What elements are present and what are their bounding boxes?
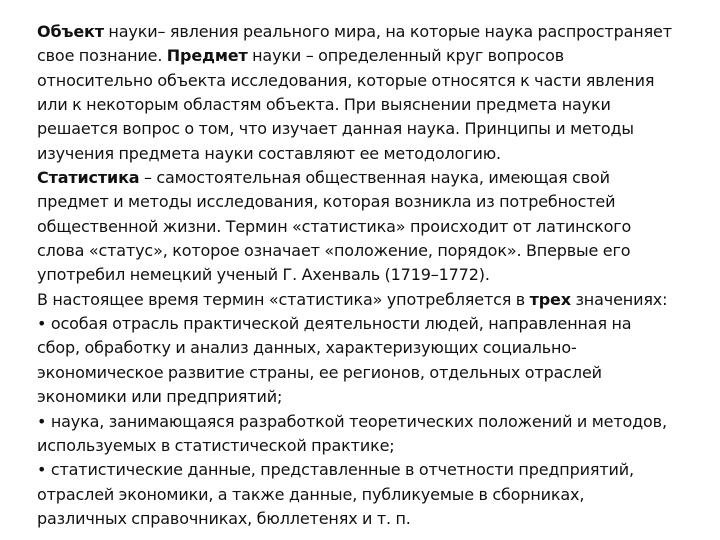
text-line: отраслей экономики, а также данные, публикуемые в сборниках, bbox=[37, 484, 585, 504]
term-three: трех bbox=[529, 289, 571, 309]
text-line bbox=[37, 166, 697, 190]
text-line: используемых в статистической практике; bbox=[37, 435, 395, 455]
text-span: значениях: bbox=[570, 289, 668, 309]
bullet-line: • особая отрасль практической деятельности людей, направленная на bbox=[37, 314, 632, 334]
bullet-line: • наука, занимающаяся разработкой теоретических положений и методов, bbox=[37, 411, 667, 431]
term-object: Объект bbox=[37, 22, 104, 41]
body-text bbox=[37, 20, 697, 531]
text-line: употребил немецкий ученый Г. Ахенваль (1719–1772). bbox=[37, 265, 490, 285]
text-line bbox=[37, 20, 697, 44]
text-line: сбор, обработку и анализ данных, характеризующих социально- bbox=[37, 338, 577, 358]
text-line: различных справочниках, бюллетенях и т. п. bbox=[37, 508, 411, 528]
term-subject: Предмет bbox=[166, 46, 248, 66]
bullet-line: • статистические данные, представленные в отчетности предприятий, bbox=[37, 460, 634, 480]
text-line: слова «статус», которое означает «положение, порядок». Впервые его bbox=[37, 241, 631, 261]
text-span: свое познание. bbox=[37, 46, 167, 66]
text-line: или к некоторым областям объекта. При выяснении предмета науки bbox=[37, 95, 611, 115]
text-line: предмет и методы исследования, которая возникла из потребностей bbox=[37, 192, 616, 212]
text-line: решается вопрос о том, что изучает данная наука. Принципы и методы bbox=[37, 119, 634, 139]
text-line: экономики или предприятий; bbox=[37, 387, 283, 407]
text-span: науки– явления реального мира, на которые наука распространяет bbox=[103, 22, 672, 41]
text-line: относительно объекта исследования, которые относятся к части явления bbox=[37, 70, 655, 90]
text-line: общественной жизни. Термин «статистика» происходит от латинского bbox=[37, 216, 632, 236]
text-line bbox=[37, 44, 697, 68]
text-line bbox=[37, 288, 697, 312]
text-span: В настоящее время термин «статистика» употребляется в bbox=[37, 289, 530, 309]
text-span: – самостоятельная общественная наука, имеющая свой bbox=[139, 168, 610, 188]
text-line: изучения предмета науки составляют ее методологию. bbox=[37, 143, 501, 163]
text-line: экономическое развитие страны, ее регионов, отдельных отраслей bbox=[37, 362, 602, 382]
term-statistics: Статистика bbox=[37, 168, 140, 188]
text-span: науки – определенный круг вопросов bbox=[247, 46, 565, 66]
